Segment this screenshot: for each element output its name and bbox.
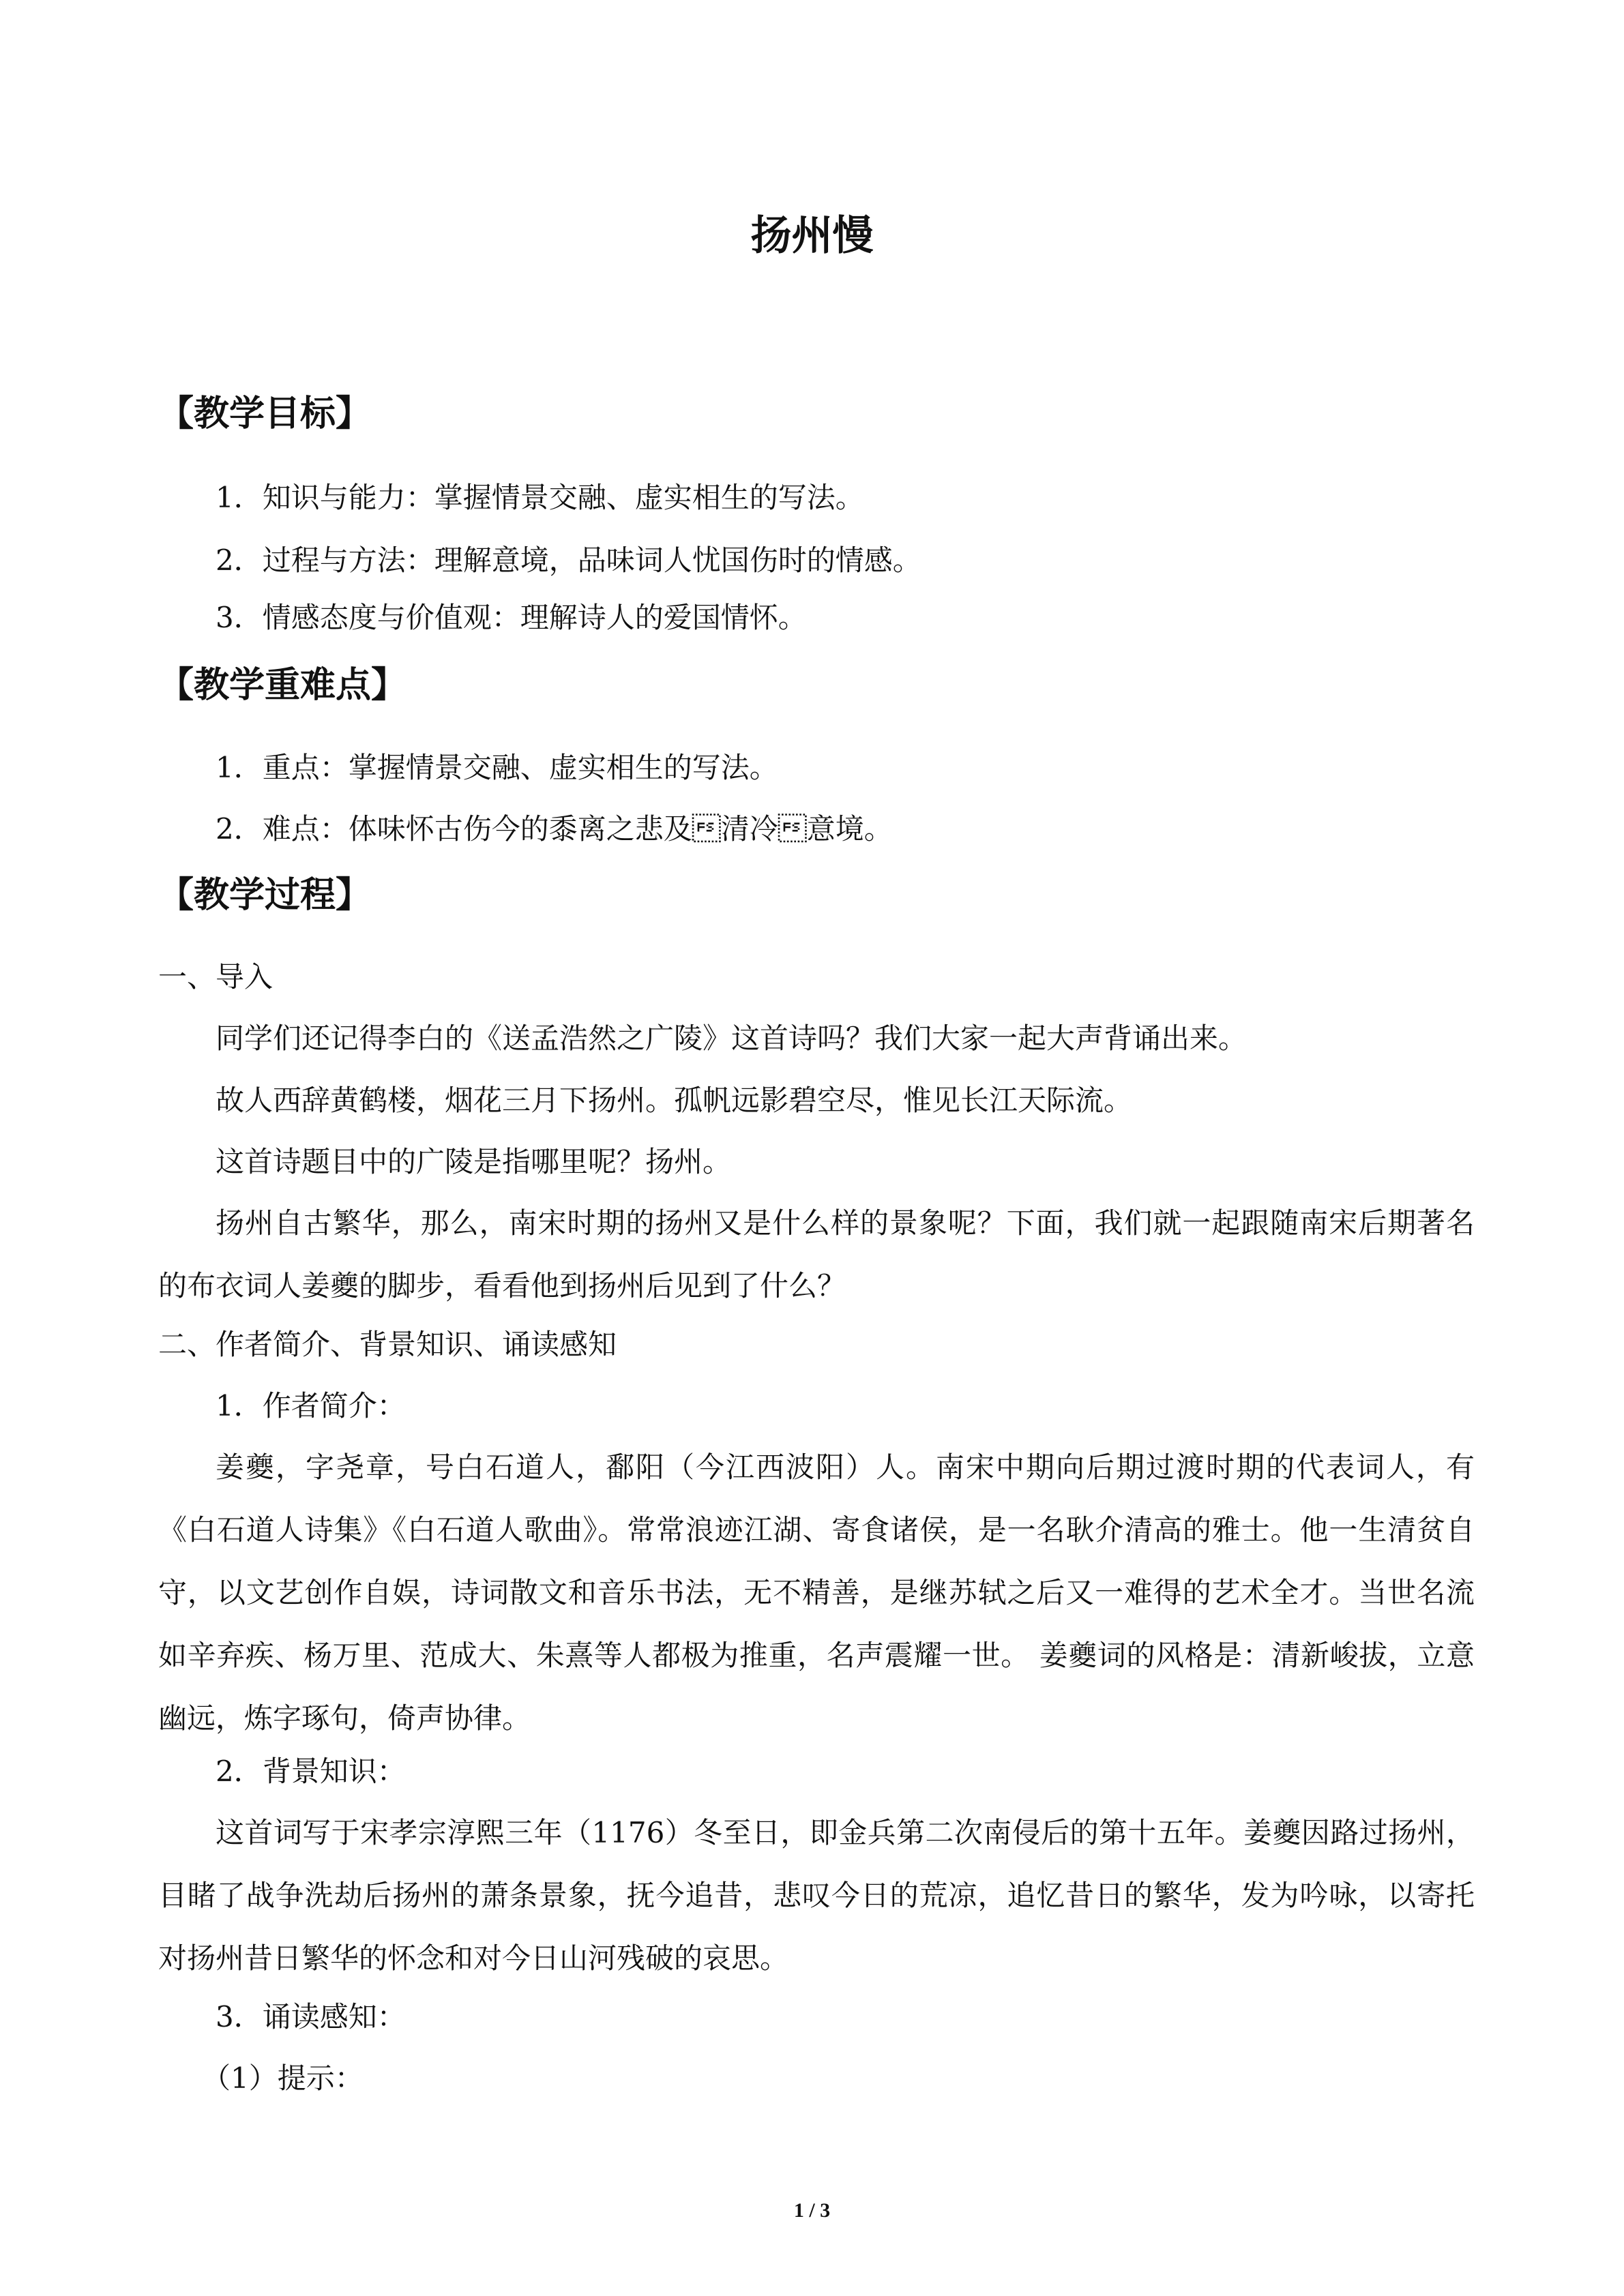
key-point-item-2: 2．难点：体味怀古伤今的黍离之悲及 清冷 意境。 — [216, 812, 893, 846]
document-title: 扬州慢 — [750, 212, 874, 260]
background-label: 2．背景知识： — [216, 1755, 406, 1788]
author-label: 1．作者简介： — [216, 1389, 406, 1422]
hint-label: （1）提示： — [202, 2061, 364, 2095]
objective-item-1: 1．知识与能力：掌握情景交融、虚实相生的写法。 — [216, 481, 864, 514]
part2-heading: 二、作者简介、背景知识、诵读感知 — [158, 1328, 617, 1361]
page-number: 1 / 3 — [793, 2199, 831, 2222]
key-point-item-1: 1．重点：掌握情景交融、虚实相生的写法。 — [216, 751, 778, 784]
intro-paragraph: 扬州自古繁华，那么，南宋时期的扬州又是什么样的景象呢？下面，我们就一起跟随南宋后期著名的布衣词人姜夔的脚步，看看他到扬州后见到了什么？ — [158, 1206, 1475, 1302]
intro-line-3: 这首诗题目中的广陵是指哪里呢？扬州。 — [216, 1145, 732, 1178]
intro-line-1: 同学们还记得李白的《送孟浩然之广陵》这首诗吗？我们大家一起大声背诵出来。 — [216, 1022, 1247, 1055]
author-paragraph: 姜夔，字尧章，号白石道人，鄱阳（今江西波阳）人。南宋中期向后期过渡时期的代表词人，有《白石道人诗集》《白石道人歌曲》。常常浪迹江湖、寄食诸侯，是一名耿介清高的雅士。他一生清贫自守，以文艺创作自娱，诗词散文和音乐书法，无不精善，是继苏轼之后又一难得的艺术全才。当世名流如辛弃疾、杨万里、范成大、朱熹等人都极为推重，名声震耀一世。 姜夔词的风格是：清新峻拔，立意幽远，炼字琢句，倚声协律。 — [158, 1450, 1475, 1735]
intro-line-2: 故人西辞黄鹤楼，烟花三月下扬州。孤帆远影碧空尽，惟见长江天际流。 — [216, 1084, 1133, 1117]
objective-item-3: 3．情感态度与价值观：理解诗人的爱国情怀。 — [216, 601, 807, 634]
objective-item-2: 2．过程与方法：理解意境，品味词人忧国伤时的情感。 — [216, 543, 921, 577]
section-heading-process: 【教学过程】 — [158, 875, 372, 916]
part1-heading: 一、导入 — [158, 960, 274, 994]
background-paragraph: 这首词写于宋孝宗淳熙三年（1176）冬至日，即金兵第二次南侵后的第十五年。姜夔因路过扬州，目睹了战争洗劫后扬州的萧条景象，抚今追昔，悲叹今日的荒凉，追忆昔日的繁华，发为吟咏，以寄托对扬州昔日繁华的怀念和对今日山河残破的哀思。 — [158, 1816, 1475, 1975]
reading-label: 3．诵读感知： — [216, 2000, 406, 2033]
section-heading-key-points: 【教学重难点】 — [158, 665, 407, 706]
section-heading-objectives: 【教学目标】 — [158, 393, 372, 434]
